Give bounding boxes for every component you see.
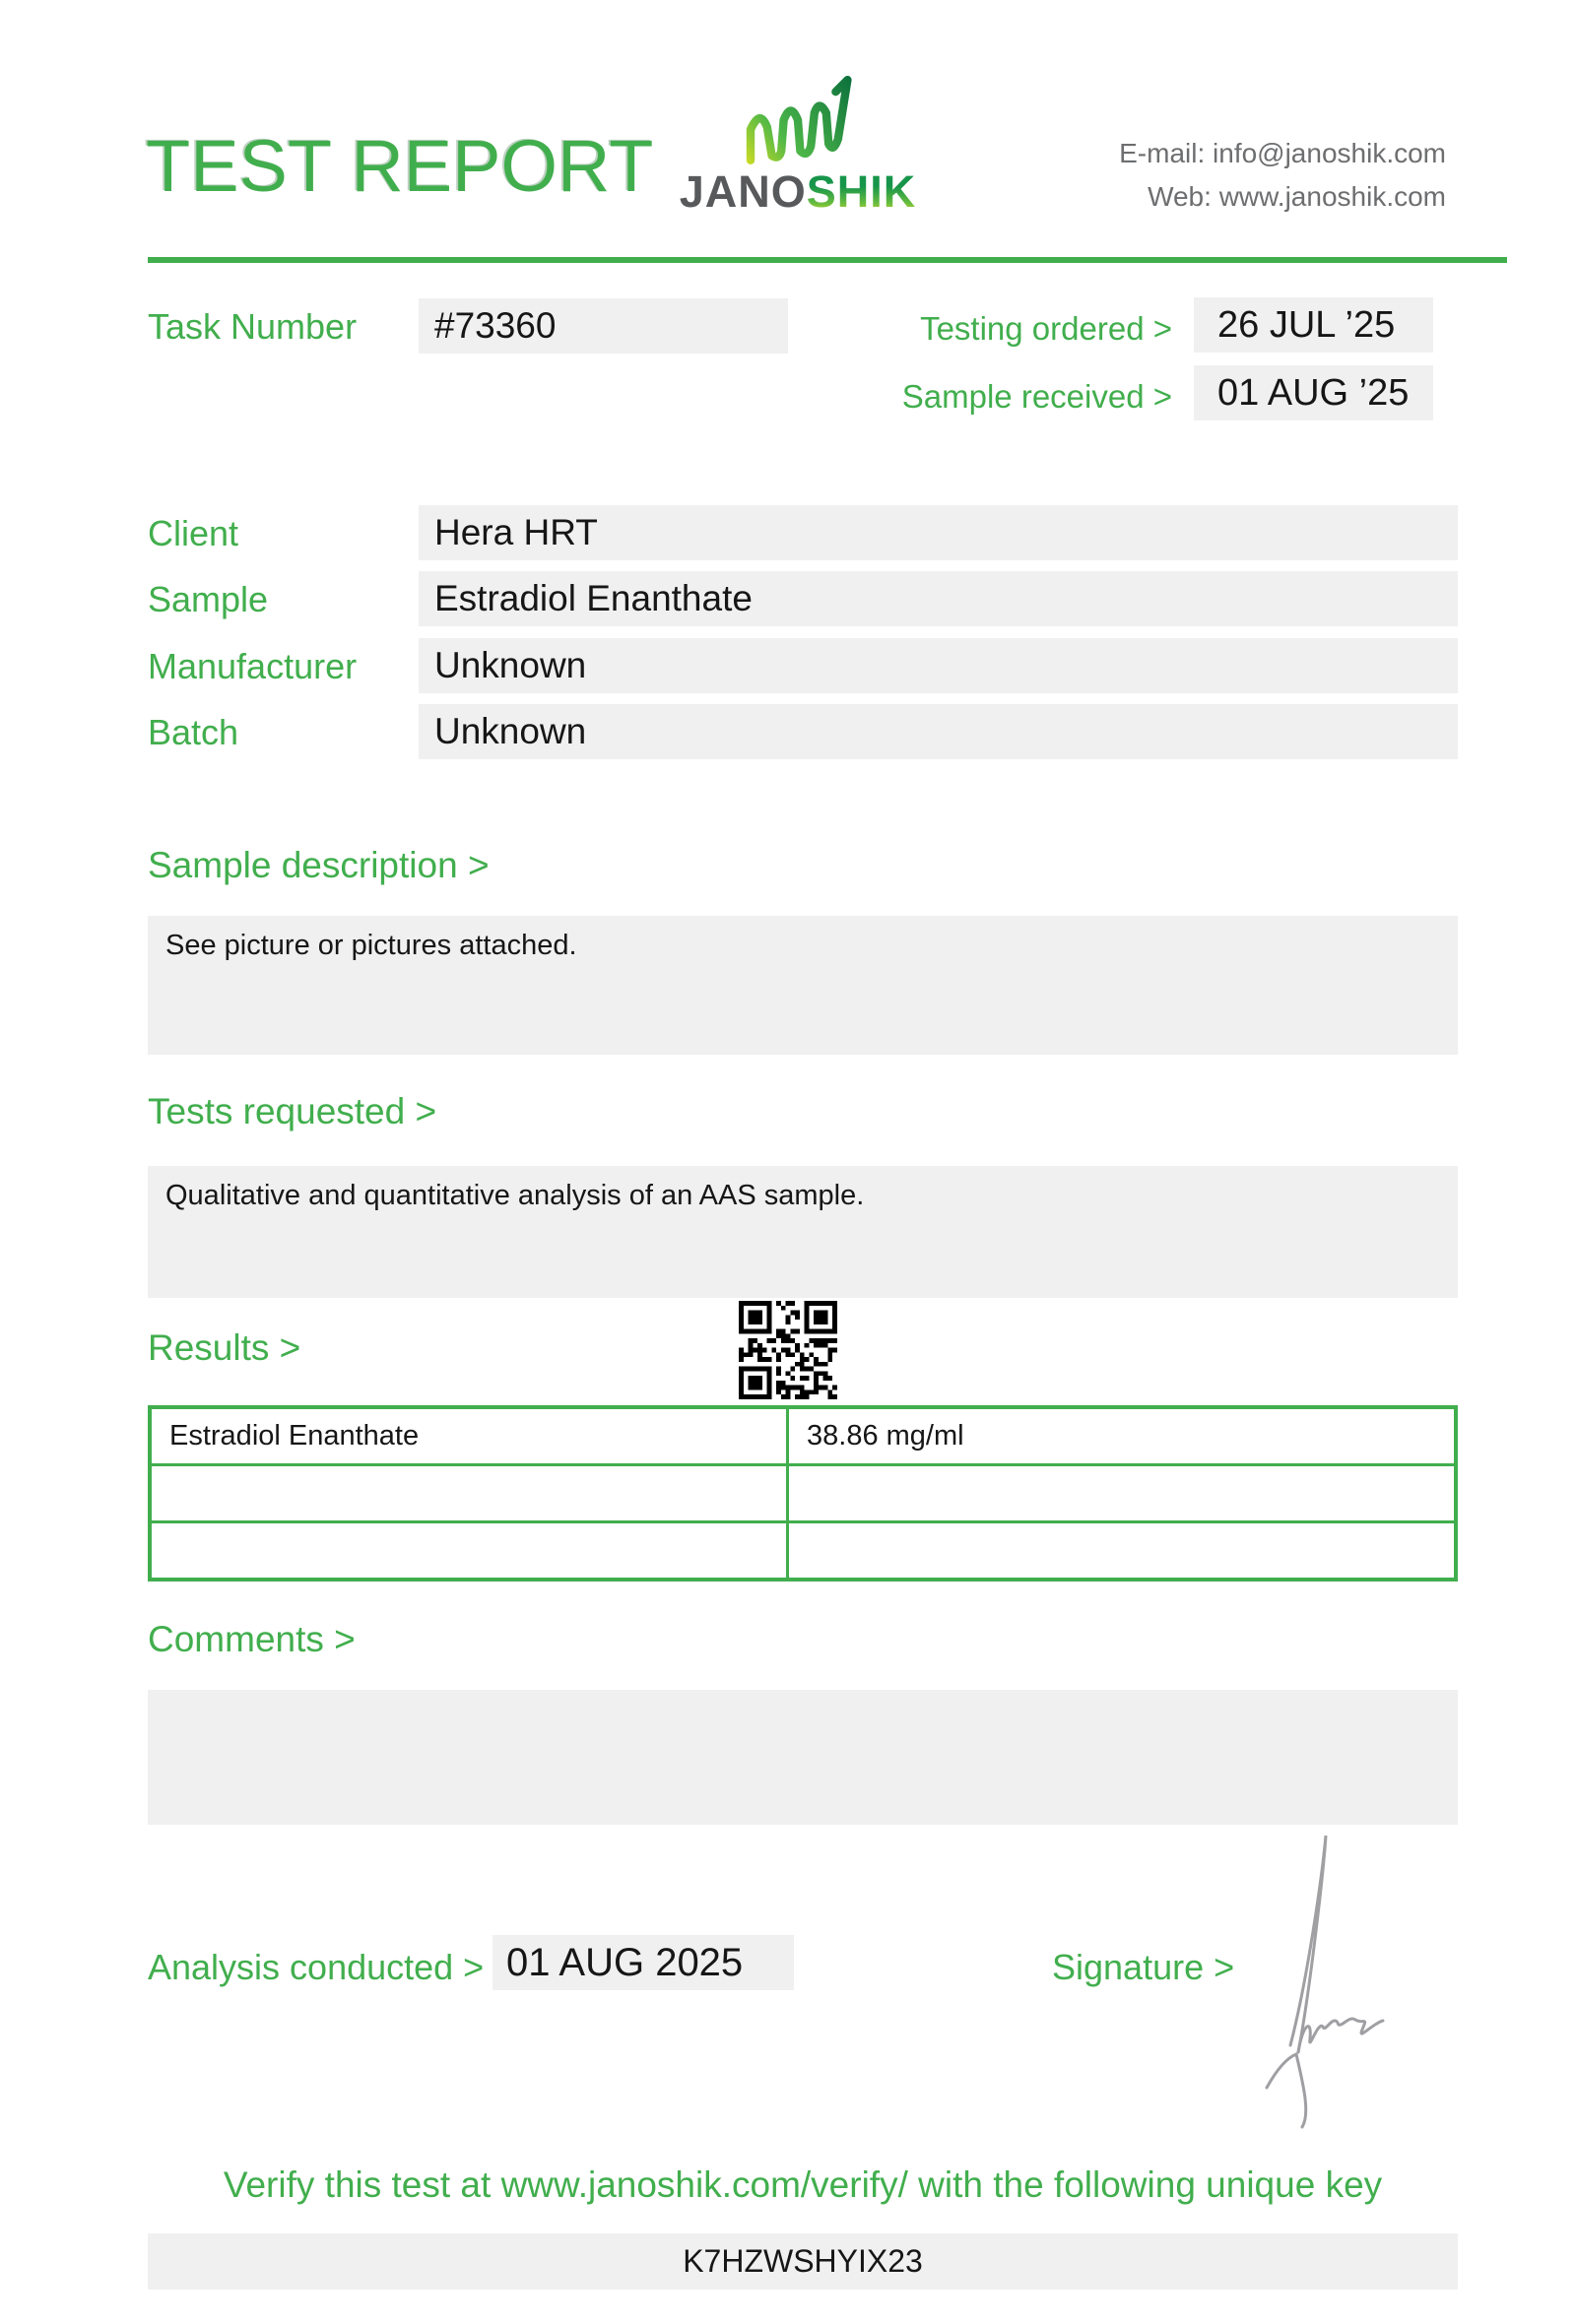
header-divider bbox=[148, 257, 1507, 263]
result-value-cell bbox=[789, 1466, 1454, 1520]
logo-wordmark bbox=[650, 166, 946, 217]
signature-image bbox=[1253, 1824, 1420, 2134]
tests-requested-text: Qualitative and quantitative analysis of an AAS sample. bbox=[148, 1166, 1458, 1298]
testing-ordered-label: Testing ordered > bbox=[920, 310, 1172, 347]
batch-value: Unknown bbox=[419, 704, 1458, 759]
verify-instruction: Verify this test at www.janoshik.com/verify/ with the following unique key bbox=[223, 2164, 1383, 2205]
unique-key-value: K7HZWSHYIX23 bbox=[148, 2233, 1458, 2290]
logo-word-jano: JANO bbox=[679, 166, 807, 217]
janoshik-logo bbox=[650, 73, 946, 217]
manufacturer-label: Manufacturer bbox=[148, 646, 358, 686]
analysis-conducted-date: 01 AUG 2025 bbox=[492, 1935, 794, 1990]
sample-value: Estradiol Enanthate bbox=[419, 571, 1458, 626]
contact-email: E-mail: info@janoshik.com bbox=[1119, 138, 1446, 168]
sample-description-heading: Sample description > bbox=[148, 845, 490, 885]
contact-web: Web: www.janoshik.com bbox=[1148, 181, 1446, 212]
results-heading: Results > bbox=[148, 1327, 301, 1368]
result-value-cell bbox=[789, 1523, 1454, 1578]
logo-word-shik: SHIK bbox=[806, 166, 917, 217]
signature-label: Signature > bbox=[1052, 1947, 1235, 1987]
client-value: Hera HRT bbox=[419, 505, 1458, 560]
manufacturer-value: Unknown bbox=[419, 638, 1458, 693]
sample-label: Sample bbox=[148, 579, 269, 619]
result-substance-cell bbox=[152, 1523, 786, 1578]
result-substance-cell: Estradiol Enanthate bbox=[152, 1409, 786, 1463]
results-table bbox=[148, 1405, 1458, 1582]
analysis-conducted-label: Analysis conducted > bbox=[148, 1947, 485, 1987]
growth-chart-icon bbox=[650, 73, 946, 167]
comments-heading: Comments > bbox=[148, 1619, 356, 1659]
task-number-label: Task Number bbox=[148, 306, 358, 347]
batch-label: Batch bbox=[148, 712, 239, 752]
tests-requested-heading: Tests requested > bbox=[148, 1091, 437, 1131]
sample-description-text: See picture or pictures attached. bbox=[148, 916, 1458, 1055]
task-number-value: #73360 bbox=[419, 298, 788, 354]
testing-ordered-date: 26 JUL ’25 bbox=[1194, 297, 1433, 353]
client-label: Client bbox=[148, 513, 239, 553]
qr-code bbox=[739, 1301, 837, 1399]
comments-text bbox=[148, 1690, 1458, 1825]
page-title: TEST REPORT bbox=[146, 125, 654, 207]
result-value-cell: 38.86 mg/ml bbox=[789, 1409, 1454, 1463]
result-substance-cell bbox=[152, 1466, 786, 1520]
sample-received-date: 01 AUG ’25 bbox=[1194, 365, 1433, 420]
contact-info bbox=[1119, 132, 1446, 219]
sample-received-label: Sample received > bbox=[901, 378, 1172, 415]
